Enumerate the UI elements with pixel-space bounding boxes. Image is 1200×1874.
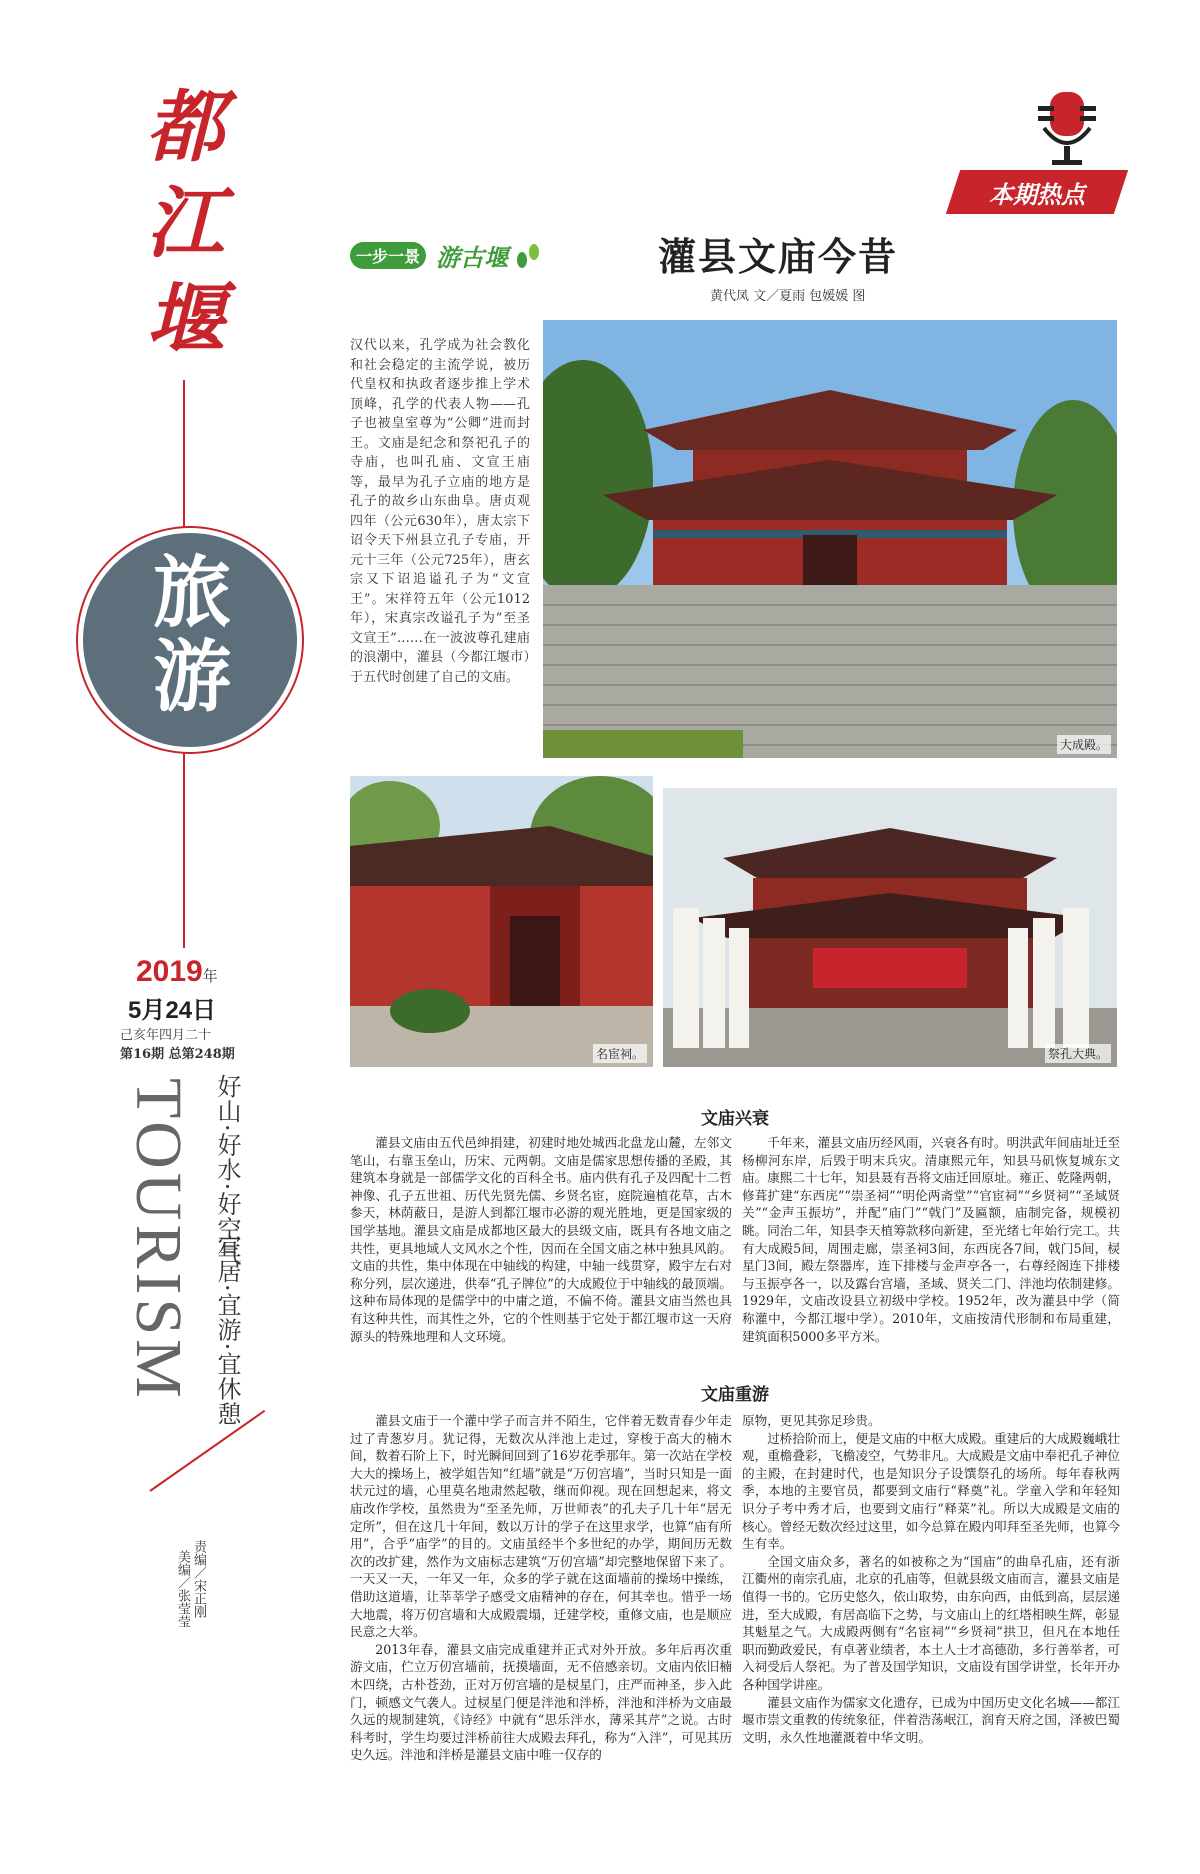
column-pill: 一步一景 — [350, 242, 426, 269]
issue-year: 2019年 — [136, 955, 218, 988]
body-column: 千年来，灌县文庙历经风雨，兴衰各有时。明洪武年间庙址迁至杨柳河东岸，后毁于明末兵灾。清康熙元年，知县马矶恢复城东文庙。康熙二十七年，知县聂有吾将文庙迁回原址。雍正、乾隆两朝，修葺扩建“东西庑”“崇圣祠”“明伦两斋堂”“官宦祠”“乡贤祠”“圣域贤关”“金声玉振坊”，并配“庙门”“戟门”及匾额，庙制完备，规模初眺。同治二年，知县李天植筹款移向新建，至光绪七年始行完工。共有大成殿5间，周围走廊，崇圣祠3间，东西庑各7间，戟门5间，棂星门3间，殿左祭器库，连下排楼与金声亭各一，右尊经阁连下排楼与玉振亭各一，以及露台宫墙，圣域、贤关二门、泮池均依制建修。1929年，文庙改设县立初级中学校。1952年，改为灌县中学（简称灌中，今都江堰中学）。2010年，文庙按清代形制和布局重建，建筑面积5000多平方米。 — [742, 1135, 1120, 1344]
section-heading: 文庙兴衰 — [701, 1109, 769, 1129]
paragraph: 灌县文庙作为儒家文化遗存，已成为中国历史文化名城——都江堰市崇文重教的传统象征，伴着浩荡岷江，润育天府之国，泽被巴蜀文明，永久性地灌溉着中华文明。 — [742, 1694, 1120, 1745]
slogan-line: 宜居·宜游·宜休憩 — [213, 1234, 241, 1427]
masthead — [140, 80, 230, 368]
paragraph: 2013年春，灌县文庙完成重建并正式对外开放。多年后再次重游文庙，伫立万仞宫墙前，抚摸墙面，无不倍感亲切。文庙内依旧楠木四绕，古朴苍劲，正对万仞宫墙的是棂星门，庄严而神圣，步入此门，顿感文气袭人。过棂星门便是泮池和泮桥，泮池和泮桥为文庙最久远的规制建筑，《诗经》中就有“思乐泮水，薄采其芹”之说。古时科考时，学生均要过泮桥前往大成殿去拜孔，称为“入泮”，可见其历史久远。泮池和泮桥是灌县文庙中唯一仅存的 — [350, 1641, 732, 1763]
masthead-char: 都 — [145, 82, 224, 173]
issue-number: 第16期 总第248期 — [120, 1047, 235, 1062]
column-label — [350, 240, 544, 270]
hot-badge: 本期热点 — [953, 170, 1121, 214]
footprint-icon — [510, 238, 544, 272]
slogan-line: 好山·好水·好空气 — [213, 1074, 241, 1267]
caption: 大成殿。 — [1057, 735, 1111, 754]
column-name: 游古堰 — [436, 242, 509, 272]
byline: 黄代凤 文／夏雨 包媛媛 图 — [710, 289, 866, 304]
section-name: 旅游 — [140, 551, 231, 719]
masthead-char: 江 — [145, 178, 224, 269]
designer-credit: 美编／张莹莹 — [175, 1550, 190, 1628]
intro-text: 汉代以来，孔学成为社会教化和社会稳定的主流学说，被历代皇权和执政者逐步推上学术顶峰，孔学的代表人物——孔子也被皇室尊为“公卿”进而封王。文庙是纪念和祭祀孔子的寺庙，也叫孔庙、文宣王庙等，最早为孔子立庙的地方是孔子的故乡山东曲阜。唐贞观四年（公元630年），唐太宗下诏令天下州县立孔子专庙，开元十三年（公元725年），唐玄宗又下诏追谥孔子为“文宣王”。宋祥符五年（公元1012年），宋真宗改谥孔子为“至圣文宣王”……在一波波尊孔建庙的浪潮中，灌县（今都江堰市）于五代时创建了自己的文庙。 — [350, 338, 530, 685]
section-heading: 文庙重游 — [701, 1385, 769, 1405]
microphone-icon — [1032, 88, 1102, 168]
photo-jikong — [663, 788, 1117, 1067]
paragraph: 全国文庙众多，著名的如被称之为“国庙”的曲阜孔庙，还有浙江衢州的南宗孔庙，北京的孔庙等，但就县级文庙而言，灌县文庙是值得一书的。它历史悠久，依山取势，由东向西，由低到高，层层递进，至大成殿，有居高临下之势，与文庙山上的红塔相映生辉，彰显其魁星之气。大成殿两侧有“名宦祠”“乡贤祠”拱卫，但凡在本地任职而勤政爱民，有卓著业绩者，本土人士才高德劭，多行善举者，可入祠受后人祭祀。为了普及国学知识，文庙设有国学讲堂，长年开办各种国学讲座。 — [742, 1553, 1120, 1692]
article-title: 灌县文庙今昔 — [658, 234, 899, 279]
credits — [174, 1540, 206, 1628]
issue-date: 5月24日 — [128, 997, 217, 1024]
paragraph: 原物，更见其弥足珍贵。 — [742, 1413, 881, 1428]
divider-line — [183, 752, 185, 948]
paragraph: 灌县文庙于一个灌中学子而言并不陌生，它伴着无数青春少年走过了青葱岁月。犹记得，无数次从泮池上走过，穿梭于高大的楠木间，数着石阶上下，时光瞬间回到了16岁花季那年。第一次站在学校大大的操场上，被学姐告知“红墙”就是“万仞宫墙”，当时只知是一面状元过的墙，心里莫名地肃然起敬，继而仰视。现在回想起来，将文庙改作学校，虽然贵为“至圣先师，万世师表”的孔夫子几十年“居无定所”，但在这几十年间，数以万计的学子在这里求学，也算“庙有所用”，合乎“庙学”的目的。文庙虽经半个多世纪的办学，期间历无数次的改扩建，然作为文庙标志建筑“万仞宫墙”却完整地保留下来了。一天又一天，一年又一年，众多的学子就在这面墙前的操场中操练，借助这道墙，让莘莘学子感受文庙精神的存在，何其幸也。惜乎一场大地震，将万仞宫墙和大成殿震塌，迁建学校，重修文庙，也是顺应民意之大举。 — [350, 1413, 732, 1640]
divider-line — [183, 380, 185, 528]
editor-credit: 责编／宋正刚 — [191, 1540, 206, 1618]
body-column: 灌县文庙由五代邑绅捐建，初建时地处城西北盘龙山麓，左邻文笔山，右靠玉垒山，历宋、元两朝。文庙是儒家思想传播的圣殿，其建筑本身就是一部儒学文化的百科全书。庙内供有孔子及四配十二哲神像、孔子五世祖、历代先贤先儒、乡贤名宦，庭院遍植花草，古木参天，林荫蔽日，是游人到都江堰市必游的观光胜地，更是国家级的国学基地。灌县文庙是成都地区最大的县级文庙，既具有各地文庙之共性，更具地域人文风水之个性，因而在全国文庙之林中独具风韵。文庙的共性，集中体现在中轴线的构建，中轴一线贯穿，殿宇左右对称分列，层次递进，供奉“孔子牌位”的大成殿位于中轴线的最顶端。这种布局体现的是儒学中的中庸之道，不偏不倚。灌县文庙当然也具有这种共性，而其性之外，它的个性则基于它处于都江堰市这一天府源头的特殊地理和人文环境。 — [350, 1135, 732, 1344]
body-column — [350, 1412, 732, 1764]
lunar-date: 己亥年四月二十 — [120, 1028, 212, 1043]
photo-dachengdian — [543, 320, 1117, 758]
masthead-char: 堰 — [145, 274, 224, 365]
photo-minghuanci — [350, 776, 653, 1067]
caption: 名宦祠。 — [593, 1044, 647, 1063]
paragraph: 过桥拾阶而上，便是文庙的中枢大成殿。重建后的大成殿巍峨壮观，重檐叠彩，飞檐凌空，气势非凡。大成殿是文庙中奉祀孔子神位的主殿，在封建时代，也是知识分子设馔祭孔的场所。每年春秋两季，本地的主要官员，都要到文庙行“释奠”礼。学童入学和年轻知识分子考中秀才后，也要到文庙行“释菜”礼。所以大成殿是文庙的核心。曾经无数次经过这里，如今总算在殿内叩拜至圣先师，也算今生有幸。 — [742, 1430, 1120, 1552]
section-english: TOURISM — [122, 1078, 195, 1402]
body-column — [742, 1412, 1120, 1746]
divider-slash — [149, 1410, 265, 1492]
caption: 祭孔大典。 — [1045, 1044, 1111, 1063]
